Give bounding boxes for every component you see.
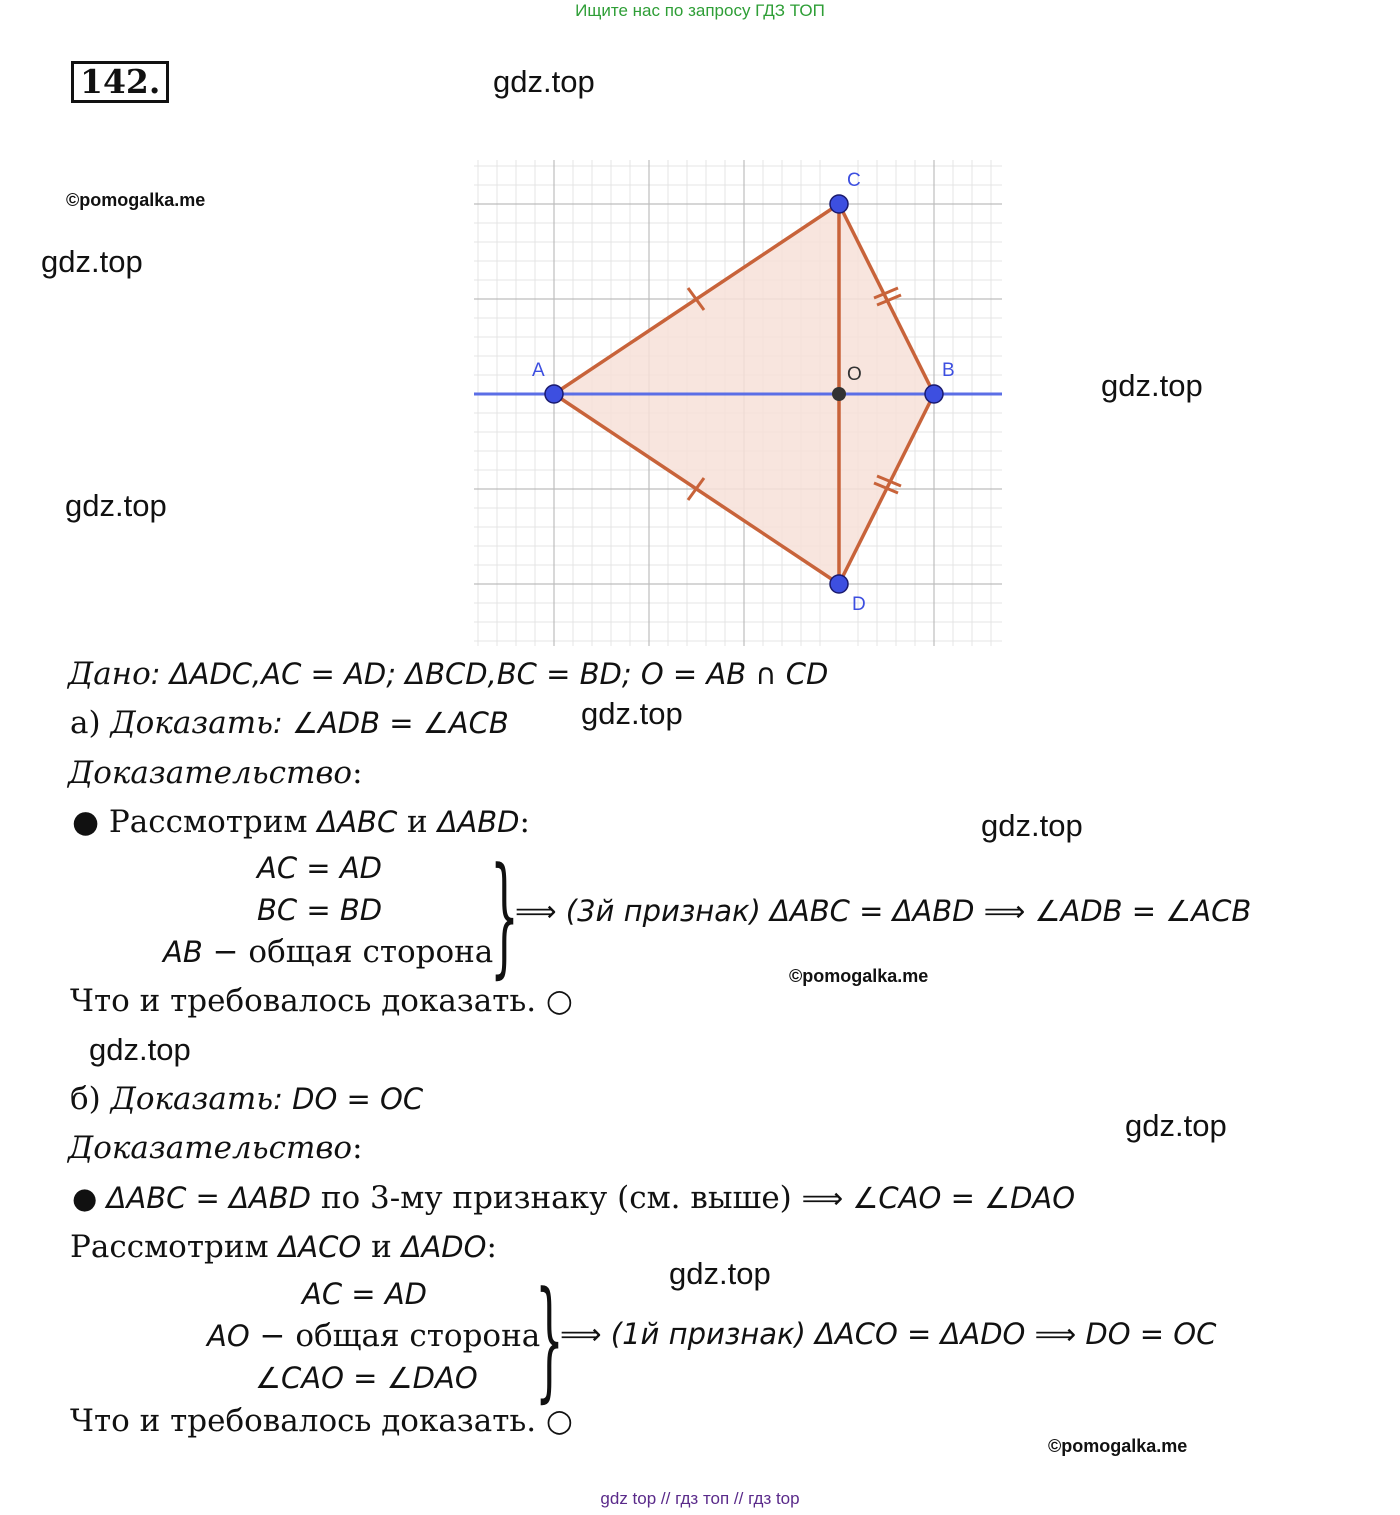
watermark: gdz.top	[981, 808, 1083, 843]
label-a: A	[532, 360, 545, 381]
geometry-figure	[474, 160, 1002, 646]
part-a-proof-label: Доказательство:	[68, 755, 363, 791]
part-b-qed: Что и требовалось доказать. ○	[70, 1403, 573, 1439]
watermark: gdz.top	[493, 64, 595, 99]
part-b-proof-label: Доказательство:	[68, 1130, 363, 1166]
watermark: gdz.top	[65, 488, 167, 523]
point-b	[925, 385, 943, 403]
label-d: D	[852, 594, 866, 615]
problem-number: 142.	[71, 61, 169, 103]
watermark: gdz.top	[1101, 368, 1203, 403]
copyright-label: ©pomogalka.me	[1048, 1436, 1188, 1456]
part-a-brace: }	[490, 839, 519, 991]
part-b-sys-3: ∠CAO = ∠DAO	[255, 1361, 478, 1395]
given-text: : ΔADC,AC = AD; ΔBCD,BC = BD; O = AB ∩ CD	[150, 657, 829, 691]
part-a-sys-1: AC = AD	[257, 851, 382, 885]
part-b-line-1: ● ΔABC = ΔABD по 3-му признаку (см. выше) ⟹ ∠CAO = ∠DAO	[72, 1180, 1076, 1216]
point-o	[832, 387, 846, 401]
part-b-sys-2: AO − общая сторона	[207, 1318, 541, 1354]
copyright-label: ©pomogalka.me	[789, 966, 929, 986]
part-b-brace: }	[535, 1263, 564, 1415]
label-b: B	[942, 360, 955, 381]
top-banner: Ищите нас по запросу ГДЗ ТОП	[575, 1, 825, 20]
part-b-consider: Рассмотрим ΔACO и ΔADO:	[70, 1229, 497, 1265]
given-line	[68, 656, 828, 692]
part-b-statement: б) Доказать: DO = OC	[70, 1081, 424, 1117]
watermark: gdz.top	[1125, 1108, 1227, 1143]
point-c	[830, 195, 848, 213]
point-a	[545, 385, 563, 403]
watermark: gdz.top	[581, 696, 683, 731]
part-a-qed: Что и требовалось доказать. ○	[70, 983, 573, 1019]
part-a-sys-3: AB − общая сторона	[163, 934, 494, 970]
copyright-label: ©pomogalka.me	[66, 190, 206, 210]
footer-links[interactable]: gdz top // гдз топ // гдз top	[600, 1489, 800, 1508]
watermark: gdz.top	[669, 1256, 771, 1291]
watermark: gdz.top	[41, 244, 143, 279]
label-o: O	[847, 364, 862, 385]
part-a-statement: а) Доказать: ∠ADB = ∠ACB	[70, 705, 509, 741]
part-b-result: ⟹ (1й признак) ΔACO = ΔADO ⟹ DO = OC	[560, 1317, 1217, 1351]
part-a-result: ⟹ (3й признак) ΔABC = ΔABD ⟹ ∠ADB = ∠ACB	[515, 894, 1252, 928]
part-a-consider: ● Рассмотрим ΔABC и ΔABD:	[72, 804, 530, 840]
given-label: Дано	[68, 656, 151, 692]
part-a-sys-2: BC = BD	[257, 893, 383, 927]
watermark: gdz.top	[89, 1032, 191, 1067]
point-d	[830, 575, 848, 593]
part-b-sys-1: AC = AD	[302, 1277, 427, 1311]
label-c: C	[847, 170, 861, 191]
